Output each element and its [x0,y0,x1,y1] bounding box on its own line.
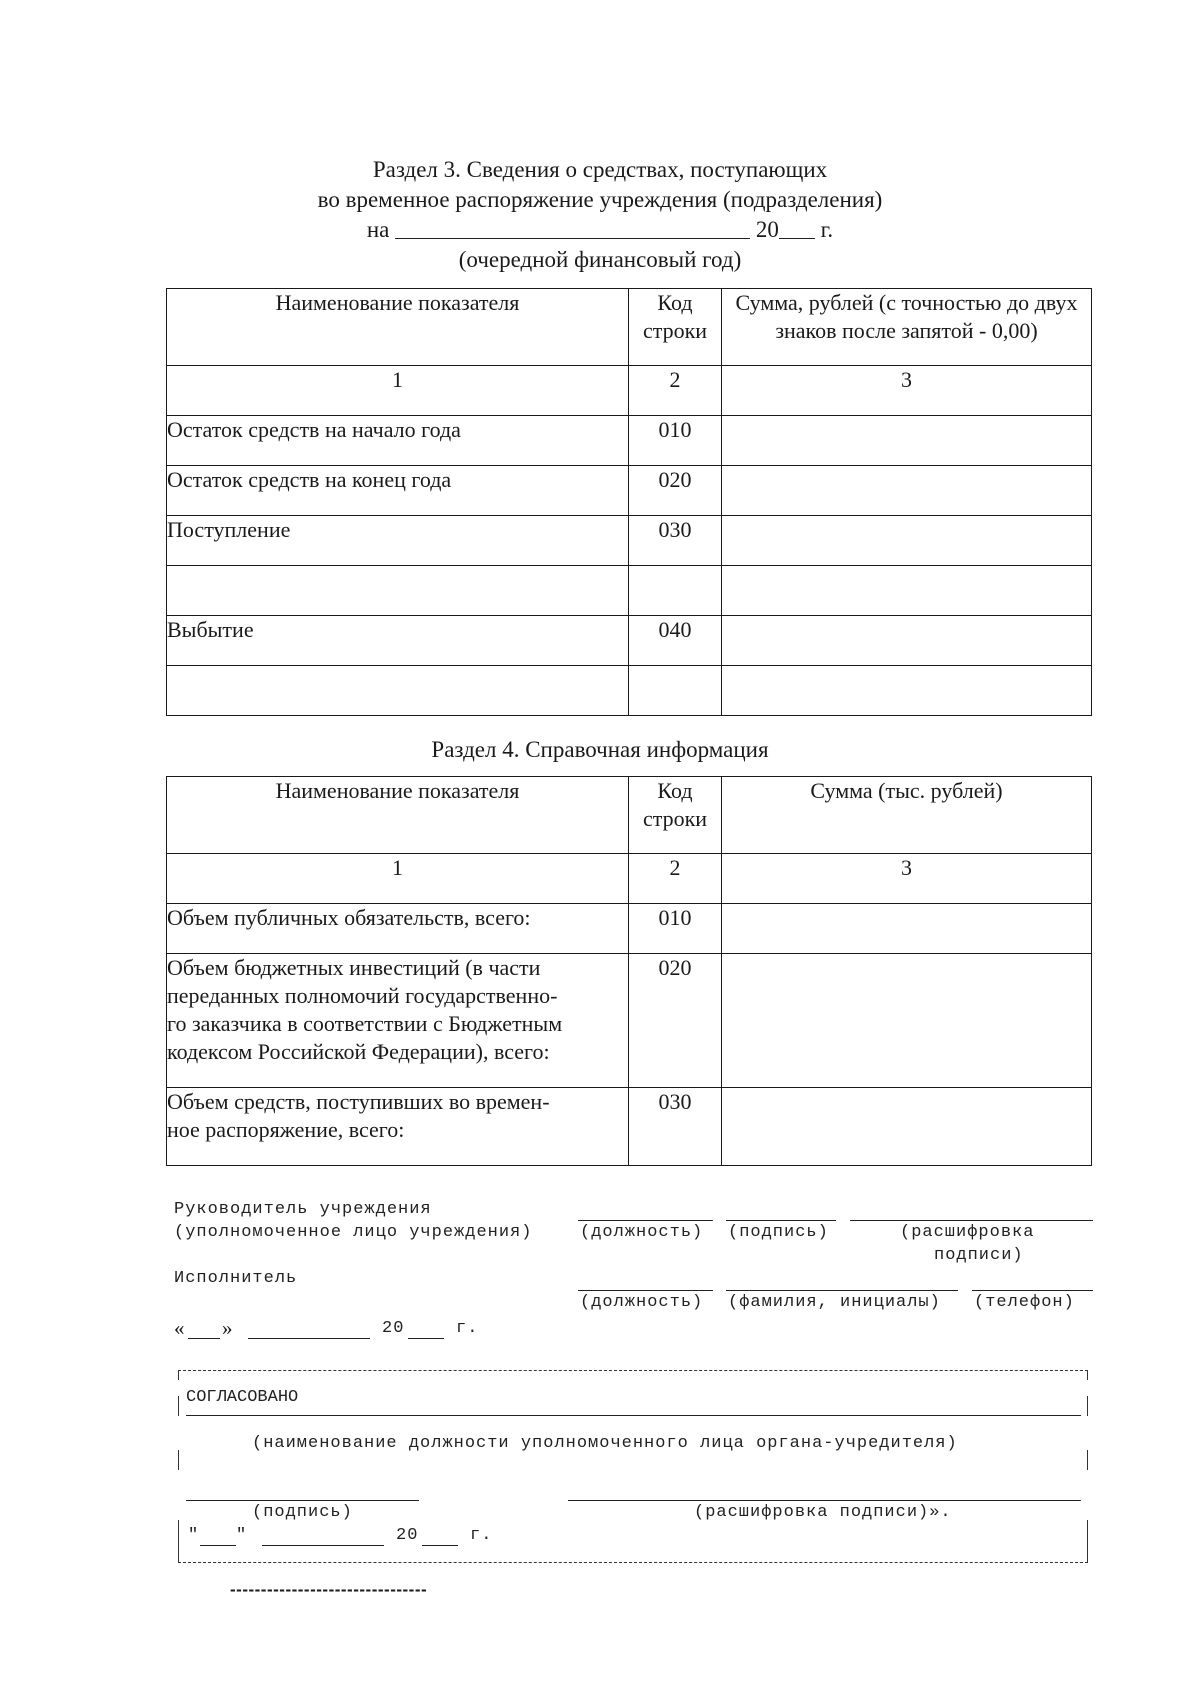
table-row [167,566,1092,616]
approval-signature-caption: (подпись) [252,1503,353,1522]
table-row [167,1088,1092,1166]
approval-box-left-border [178,1520,179,1562]
row-sum-cell[interactable] [722,516,1092,566]
section4-table [166,776,1092,1166]
date-year-prefix: 20 [382,1319,405,1338]
header-line-code: Код строки [629,289,722,366]
approval-position-line[interactable] [186,1415,1081,1416]
approval-box-right-border [1087,1370,1088,1380]
executor-name-caption: (фамилия, инициалы) [728,1293,941,1312]
table-row [167,616,1092,666]
executor-label: Исполнитель [174,1269,298,1288]
approval-signature-line[interactable] [186,1500,419,1501]
approval-decoding-caption: (расшифровка подписи)». [694,1503,952,1522]
row-name [167,1088,629,1166]
approval-date-open-quote: " [188,1526,200,1545]
table-header-row [167,777,1092,854]
row-name-line: го заказчика в соответствии с Бюджетным [167,1011,563,1036]
head-decoding-caption-2: подписи) [934,1246,1024,1265]
executor-phone-line[interactable] [972,1290,1093,1291]
approval-date-day-line[interactable] [200,1545,236,1546]
approval-date-year-prefix: 20 [396,1526,419,1545]
section3-date-blank [395,218,750,239]
row-code: 020 [629,954,722,1088]
header-indicator-name: Наименование показателя [167,289,629,366]
row-code: 040 [629,616,722,666]
column-number: 1 [167,366,629,416]
head-label-note: (уполномоченное лицо учреждения) [174,1223,533,1242]
section3-on-label: на [366,217,390,242]
approval-box-right-border [1087,1450,1088,1470]
row-name: Выбытие [167,616,629,666]
approval-position-caption: (наименование должности уполномоченного лица органа-учредителя) [252,1434,958,1453]
date-close-quote: » [222,1316,233,1340]
row-name-line: переданных полномочий государственно- [167,983,558,1008]
header-indicator-name: Наименование показателя [167,777,629,854]
date-month-line[interactable] [248,1338,370,1339]
approval-decoding-line[interactable] [568,1500,1081,1501]
approval-box-left-border [178,1396,179,1416]
row-sum-cell[interactable] [722,954,1092,1088]
table-column-numbers-row [167,854,1092,904]
approval-date-close-quote: " [236,1526,248,1545]
date-year-line[interactable] [408,1338,444,1339]
approval-box-right-border [1087,1396,1088,1416]
header-sum: Сумма (тыс. рублей) [722,777,1092,854]
footnote-separator: -------------------------------- [230,1580,428,1599]
approval-box-left-border [178,1450,179,1470]
row-name: Остаток средств на конец года [167,466,629,516]
row-sum-cell[interactable] [722,466,1092,516]
head-position-line[interactable] [578,1220,713,1221]
row-code: 010 [629,416,722,466]
executor-position-line[interactable] [578,1290,713,1291]
approval-title: СОГЛАСОВАНО [186,1388,299,1407]
row-sum-cell[interactable] [722,416,1092,466]
head-label: Руководитель учреждения [174,1200,432,1219]
approval-date-year-line[interactable] [422,1545,458,1546]
executor-position-caption: (должность) [580,1293,704,1312]
table-row [167,466,1092,516]
header-line-code: Код строки [629,777,722,854]
row-code [629,666,722,716]
row-name: Объем публичных обязательств, всего: [167,904,629,954]
header-sum: Сумма, рублей (с точностью до двух знаков после запятой - 0,00) [722,289,1092,366]
section3-year-blank [779,218,815,239]
date-suffix: г. [456,1319,479,1338]
row-code: 030 [629,516,722,566]
row-name-line: Объем бюджетных инвестиций (в части [167,955,541,980]
row-sum-cell[interactable] [722,1088,1092,1166]
row-name-line: кодексом Российской Федерации), всего: [167,1039,550,1064]
row-sum-cell[interactable] [722,566,1092,616]
row-code: 030 [629,1088,722,1166]
approval-date-suffix: г. [470,1526,493,1545]
head-position-caption: (должность) [580,1223,704,1242]
table-column-numbers-row [167,366,1092,416]
row-sum-cell[interactable] [722,616,1092,666]
section3-title-line1: Раздел 3. Сведения о средствах, поступающих [372,157,828,182]
row-name: Поступление [167,516,629,566]
date-open-quote: « [174,1316,185,1340]
section3-title-line3 [0,215,1200,245]
column-number: 3 [722,366,1092,416]
row-code: 010 [629,904,722,954]
approval-box-bottom-border [178,1562,1088,1563]
approval-box-right-border [1087,1520,1088,1562]
row-sum-cell[interactable] [722,904,1092,954]
row-name [167,954,629,1088]
row-code: 020 [629,466,722,516]
approval-date-month-line[interactable] [262,1545,384,1546]
table-header-row [167,289,1092,366]
table-row [167,904,1092,954]
head-signature-caption: (подпись) [728,1223,829,1242]
column-number: 2 [629,366,722,416]
head-decoding-caption: (расшифровка [900,1223,1035,1242]
head-decoding-line[interactable] [850,1220,1093,1221]
row-name-line: ное распоряжение, всего: [167,1117,405,1142]
section3-title-line2: во временное распоряжение учреждения (подразделения) [317,187,883,212]
column-number: 1 [167,854,629,904]
section3-table [166,288,1092,716]
executor-name-line[interactable] [726,1290,958,1291]
column-number: 2 [629,854,722,904]
approval-box-top-border [178,1370,1088,1371]
section3-year-suffix: г. [820,217,834,242]
row-name [167,666,629,716]
section3-subtitle: (очередной финансовый год) [458,247,742,272]
approval-box-left-border [178,1370,179,1380]
row-code [629,566,722,616]
section3-year-prefix: 20 [755,217,779,242]
table-row [167,954,1092,1088]
row-name [167,566,629,616]
executor-phone-caption: (телефон) [974,1293,1075,1312]
column-number: 3 [722,854,1092,904]
table-row [167,516,1092,566]
row-sum-cell[interactable] [722,666,1092,716]
section4-title: Раздел 4. Справочная информация [431,737,769,762]
table-row [167,416,1092,466]
row-name-line: Объем средств, поступивших во времен- [167,1089,550,1114]
date-day-line[interactable] [188,1338,220,1339]
table-row [167,666,1092,716]
head-signature-line[interactable] [726,1220,836,1221]
row-name: Остаток средств на начало года [167,416,629,466]
